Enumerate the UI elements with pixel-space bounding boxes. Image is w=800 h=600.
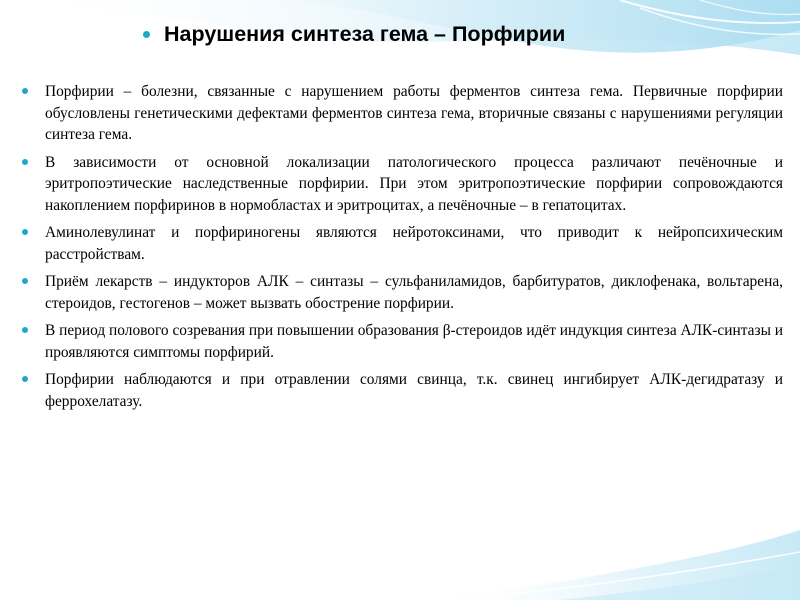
list-item-text: Порфирии наблюдаются и при отравлении солями свинца, т.к. свинец ингибирует АЛК-дегидратазу и феррохелатазу. (45, 371, 783, 410)
slide-title: Нарушения синтеза гема – Порфирии (164, 21, 566, 46)
list-item (20, 271, 783, 314)
list-item (20, 369, 783, 412)
list-item-text: Порфирии – болезни, связанные с нарушением работы ферментов синтеза гема. Первичные порфирии обусловлены генетическими дефектами ферментов синтеза гема, вторичные связаны с нарушениями регуляции синтеза гема. (45, 83, 783, 143)
list-item (20, 81, 783, 146)
list-item-text: В зависимости от основной локализации патологического процесса различают печёночные и эритропоэтические наследственные порфирии. При этом эритропоэтические порфирии сопровождаются накоплением порфиринов в нормобластах и эритроцитах, а печёночные – в гепатоцитах. (45, 153, 783, 214)
bullet-icon (22, 327, 28, 333)
list-item-text: Аминолевулинат и порфириногены являются нейротоксинами, что приводит к нейропсихическим расстройствам. (45, 224, 783, 263)
title-bullet-icon (143, 31, 150, 38)
bottom-right-wave-decoration (420, 530, 800, 600)
bullet-list (20, 81, 783, 418)
list-item (20, 152, 783, 217)
bullet-icon (22, 88, 28, 94)
bullet-icon (22, 376, 28, 382)
list-item-text: В период полового созревания при повышении образования β-стероидов идёт индукция синтеза АЛК-синтазы и проявляются симптомы порфирий. (45, 322, 783, 361)
bullet-icon (22, 278, 28, 284)
list-item-text: Приём лекарств – индукторов АЛК – синтазы – сульфаниламидов, барбитуратов, диклофенака, вольтарена, стероидов, гестогенов – может вызвать обострение порфирии. (45, 273, 783, 312)
bullet-icon (22, 229, 28, 235)
bullet-icon (22, 159, 28, 165)
slide-title-row (143, 16, 763, 52)
list-item (20, 320, 783, 363)
list-item (20, 222, 783, 265)
